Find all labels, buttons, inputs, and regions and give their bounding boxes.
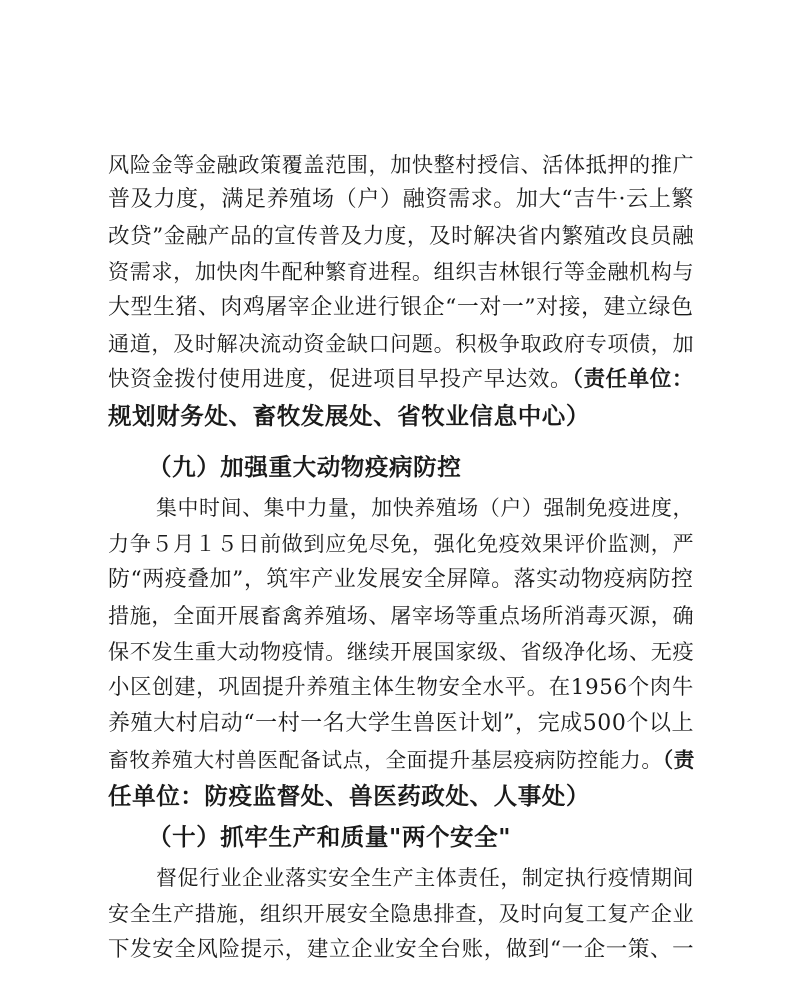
paragraph-first-line: 集中时间、集中力量，加快养殖场（户）强制免疫进度， bbox=[156, 496, 695, 520]
body-text-line: 养殖大村启动“一村一名大学生兽医计划”，完成500个以上 bbox=[108, 711, 695, 736]
responsibility-units-line: 任单位：防疫监督处、兽医药政处、人事处） bbox=[108, 782, 590, 810]
paragraph-first-line: 督促行业企业落实安全生产主体责任，制定执行疫情期间 bbox=[156, 866, 695, 890]
responsibility-label: （责任单位： bbox=[572, 367, 694, 392]
body-text-line: 普及力度，满足养殖场（户）融资需求。加大“吉牛·云上繁 bbox=[108, 187, 695, 212]
responsibility-units-line: 规划财务处、畜牧发展处、省牧业信息中心） bbox=[108, 402, 590, 430]
responsibility-label: （责 bbox=[662, 748, 696, 772]
body-text-line: 下发安全风险提示，建立企业安全台账，做到“一企一策、一 bbox=[108, 937, 695, 962]
body-text-line: 力争５月１５日前做到应免尽免，强化免疫效果评价监测，严 bbox=[108, 531, 695, 556]
body-text-line: 改贷”金融产品的宣传普及力度，及时解决省内繁殖改良员融 bbox=[108, 224, 695, 249]
body-text-line: 保不发生重大动物疫情。继续开展国家级、省级净化场、无疫 bbox=[108, 639, 695, 664]
section-heading-10: （十）抓牢生产和质量"两个安全" bbox=[148, 823, 512, 851]
body-text-line: 资需求，加快肉牛配种繁育进程。组织吉林银行等金融机构与 bbox=[108, 259, 695, 284]
body-text-line: 风险金等金融政策覆盖范围，加快整村授信、活体抵押的推广 bbox=[108, 152, 695, 177]
body-text-line: 小区创建，巩固提升养殖主体生物安全水平。在1956个肉牛 bbox=[108, 675, 694, 700]
body-text-line: 畜牧养殖大村兽医配备试点，全面提升基层疫病防控能力。（责 bbox=[108, 748, 696, 772]
body-text-line: 防“两疫叠加”，筑牢产业发展安全屏障。落实动物疫病防控 bbox=[108, 567, 694, 592]
body-text-line: 措施，全面开展畜禽养殖场、屠宰场等重点场所消毒灭源，确 bbox=[108, 603, 695, 628]
body-text-line: 快资金拨付使用进度，促进项目早投产早达效。（责任单位： bbox=[108, 367, 694, 392]
body-text-line: 通道，及时解决流动资金缺口问题。积极争取政府专项债，加 bbox=[108, 331, 695, 356]
body-text-line: 安全生产措施，组织开展安全隐患排查，及时向复工复产企业 bbox=[108, 901, 695, 926]
body-text-line: 大型生猪、肉鸡屠宰企业进行银企“一对一”对接，建立绿色 bbox=[108, 295, 694, 320]
section-heading-9: （九）加强重大动物疫病防控 bbox=[148, 453, 462, 481]
